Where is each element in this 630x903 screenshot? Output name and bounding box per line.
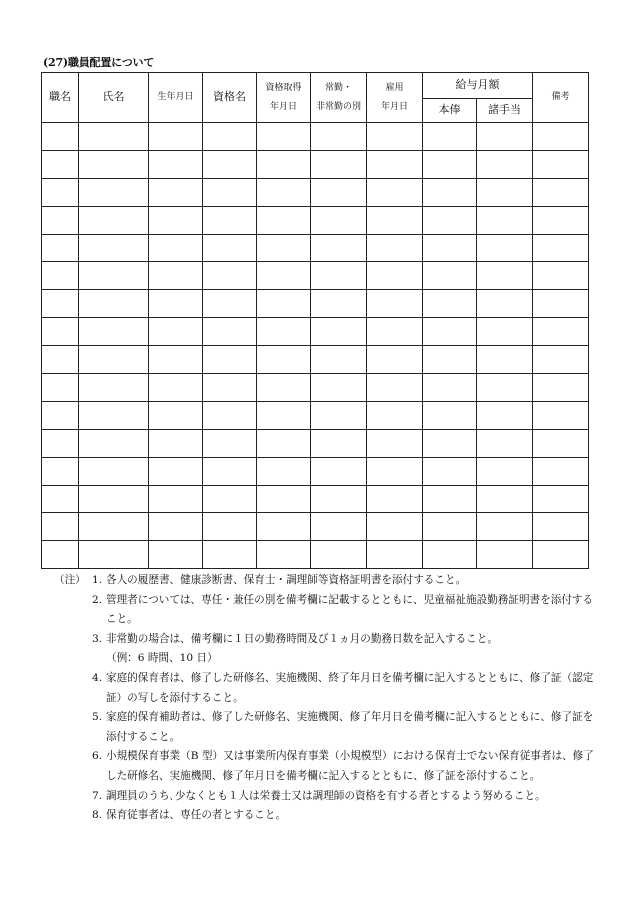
cell-qualification[interactable] bbox=[203, 318, 257, 346]
cell-employment-type[interactable] bbox=[311, 178, 367, 206]
table-row bbox=[42, 457, 589, 485]
cell-name[interactable] bbox=[79, 374, 149, 402]
note-number: 6. bbox=[92, 750, 103, 763]
cell-employment-type[interactable] bbox=[311, 541, 367, 569]
cell-employment-type[interactable] bbox=[311, 262, 367, 290]
note-text: 非常勤の場合は、備考欄に１日の勤務時間及び１ヵ月の勤務日数を記入すること。 bbox=[106, 632, 498, 645]
table-row bbox=[42, 150, 589, 178]
table-row bbox=[42, 429, 589, 457]
note-text: 調理員のうち､少なくとも１人は栄養士又は調理師の資格を有する者とするよう努めること。 bbox=[106, 789, 546, 802]
cell-qualification-date[interactable] bbox=[257, 346, 311, 374]
cell-employment-type[interactable] bbox=[311, 318, 367, 346]
note-number: 5. bbox=[92, 711, 103, 724]
cell-allowances[interactable] bbox=[477, 206, 533, 234]
note-number: 1. bbox=[92, 574, 103, 586]
cell-employment-type[interactable] bbox=[311, 290, 367, 318]
cell-qualification-date[interactable] bbox=[257, 150, 311, 178]
note-item bbox=[54, 747, 594, 786]
cell-base-salary[interactable] bbox=[423, 485, 477, 513]
note-number: 7. bbox=[92, 789, 103, 802]
cell-birthdate[interactable] bbox=[149, 513, 203, 541]
cell-name[interactable] bbox=[79, 262, 149, 290]
header-allowances: 諸手当 bbox=[477, 99, 533, 123]
cell-position[interactable] bbox=[42, 318, 79, 346]
cell-name[interactable] bbox=[79, 513, 149, 541]
header-name: 氏名 bbox=[79, 73, 149, 123]
cell-allowances[interactable] bbox=[477, 123, 533, 151]
cell-allowances[interactable] bbox=[477, 485, 533, 513]
note-text: 家庭的保育者は、修了した研修名、実施機関、終了年月日を備考欄に記入するとともに、修了証（認定証）の写しを添付すること。 bbox=[106, 671, 594, 704]
cell-employment-type[interactable] bbox=[311, 346, 367, 374]
cell-qualification[interactable] bbox=[203, 178, 257, 206]
header-birthdate: 生年月日 bbox=[149, 73, 203, 123]
header-hire-date-line2: 年月日 bbox=[380, 101, 408, 112]
header-employment-type-line1: 常勤・ bbox=[324, 83, 352, 94]
cell-remarks[interactable] bbox=[533, 262, 589, 290]
cell-hire-date[interactable] bbox=[367, 429, 423, 457]
note-text: 保育従事者は、専任の者とすること。 bbox=[106, 809, 287, 822]
cell-remarks[interactable] bbox=[533, 374, 589, 402]
cell-allowances[interactable] bbox=[477, 374, 533, 402]
cell-employment-type[interactable] bbox=[311, 429, 367, 457]
cell-name[interactable] bbox=[79, 290, 149, 318]
cell-qualification-date[interactable] bbox=[257, 457, 311, 485]
cell-qualification-date[interactable] bbox=[257, 318, 311, 346]
cell-name[interactable] bbox=[79, 541, 149, 569]
cell-remarks[interactable] bbox=[533, 234, 589, 262]
cell-qualification-date[interactable] bbox=[257, 513, 311, 541]
cell-base-salary[interactable] bbox=[423, 318, 477, 346]
section-title: (27)職員配置について bbox=[43, 56, 155, 69]
cell-qualification-date[interactable] bbox=[257, 262, 311, 290]
cell-qualification[interactable] bbox=[203, 513, 257, 541]
table-row bbox=[42, 346, 589, 374]
header-qualification-date-line1: 資格取得 bbox=[265, 83, 302, 94]
note-number: 3. bbox=[92, 632, 103, 645]
note-example: （例：6 時間、10 日） bbox=[106, 652, 218, 665]
table-row bbox=[42, 262, 589, 290]
cell-position[interactable] bbox=[42, 429, 79, 457]
cell-qualification[interactable] bbox=[203, 123, 257, 151]
cell-allowances[interactable] bbox=[477, 401, 533, 429]
cell-allowances[interactable] bbox=[477, 178, 533, 206]
cell-birthdate[interactable] bbox=[149, 541, 203, 569]
notes-label: （注） bbox=[54, 574, 86, 586]
cell-birthdate[interactable] bbox=[149, 178, 203, 206]
cell-qualification[interactable] bbox=[203, 150, 257, 178]
cell-employment-type[interactable] bbox=[311, 513, 367, 541]
cell-base-salary[interactable] bbox=[423, 346, 477, 374]
cell-position[interactable] bbox=[42, 123, 79, 151]
note-item bbox=[54, 708, 594, 747]
cell-base-salary[interactable] bbox=[423, 150, 477, 178]
cell-remarks[interactable] bbox=[533, 457, 589, 485]
cell-base-salary[interactable] bbox=[423, 513, 477, 541]
table-row bbox=[42, 374, 589, 402]
cell-hire-date[interactable] bbox=[367, 123, 423, 151]
note-text: 管理者については、専任・兼任の別を備考欄に記載するとともに、児童福祉施設勤務証明書を添付すること。 bbox=[106, 593, 594, 626]
cell-name[interactable] bbox=[79, 429, 149, 457]
cell-employment-type[interactable] bbox=[311, 401, 367, 429]
cell-position[interactable] bbox=[42, 262, 79, 290]
header-qualification-date-line2: 年月日 bbox=[269, 101, 297, 112]
cell-birthdate[interactable] bbox=[149, 123, 203, 151]
cell-name[interactable] bbox=[79, 234, 149, 262]
cell-name[interactable] bbox=[79, 123, 149, 151]
cell-base-salary[interactable] bbox=[423, 178, 477, 206]
table-row bbox=[42, 206, 589, 234]
cell-qualification[interactable] bbox=[203, 290, 257, 318]
cell-qualification-date[interactable] bbox=[257, 123, 311, 151]
cell-hire-date[interactable] bbox=[367, 206, 423, 234]
cell-employment-type[interactable] bbox=[311, 485, 367, 513]
cell-birthdate[interactable] bbox=[149, 318, 203, 346]
cell-remarks[interactable] bbox=[533, 318, 589, 346]
cell-hire-date[interactable] bbox=[367, 150, 423, 178]
cell-position[interactable] bbox=[42, 178, 79, 206]
cell-qualification-date[interactable] bbox=[257, 401, 311, 429]
table-row bbox=[42, 485, 589, 513]
cell-qualification-date[interactable] bbox=[257, 541, 311, 569]
cell-employment-type[interactable] bbox=[311, 234, 367, 262]
cell-base-salary[interactable] bbox=[423, 123, 477, 151]
note-item bbox=[54, 806, 594, 826]
cell-hire-date[interactable] bbox=[367, 234, 423, 262]
cell-allowances[interactable] bbox=[477, 318, 533, 346]
cell-birthdate[interactable] bbox=[149, 290, 203, 318]
cell-remarks[interactable] bbox=[533, 346, 589, 374]
cell-remarks[interactable] bbox=[533, 290, 589, 318]
cell-allowances[interactable] bbox=[477, 234, 533, 262]
cell-base-salary[interactable] bbox=[423, 401, 477, 429]
cell-base-salary[interactable] bbox=[423, 457, 477, 485]
cell-employment-type[interactable] bbox=[311, 374, 367, 402]
cell-hire-date[interactable] bbox=[367, 290, 423, 318]
table-row bbox=[42, 123, 589, 151]
cell-qualification[interactable] bbox=[203, 429, 257, 457]
cell-hire-date[interactable] bbox=[367, 178, 423, 206]
header-remarks: 備考 bbox=[533, 73, 589, 123]
cell-name[interactable] bbox=[79, 178, 149, 206]
cell-qualification[interactable] bbox=[203, 262, 257, 290]
staff-table-body bbox=[42, 123, 589, 569]
note-item bbox=[54, 630, 594, 669]
cell-name[interactable] bbox=[79, 150, 149, 178]
cell-name[interactable] bbox=[79, 318, 149, 346]
cell-hire-date[interactable] bbox=[367, 262, 423, 290]
cell-qualification-date[interactable] bbox=[257, 178, 311, 206]
cell-hire-date[interactable] bbox=[367, 513, 423, 541]
note-number: 8. bbox=[92, 809, 103, 822]
header-position: 職名 bbox=[42, 73, 79, 123]
cell-position[interactable] bbox=[42, 206, 79, 234]
table-row bbox=[42, 401, 589, 429]
cell-hire-date[interactable] bbox=[367, 457, 423, 485]
cell-name[interactable] bbox=[79, 485, 149, 513]
cell-base-salary[interactable] bbox=[423, 374, 477, 402]
table-row bbox=[42, 541, 589, 569]
cell-base-salary[interactable] bbox=[423, 206, 477, 234]
cell-name[interactable] bbox=[79, 206, 149, 234]
cell-hire-date[interactable] bbox=[367, 485, 423, 513]
cell-base-salary[interactable] bbox=[423, 234, 477, 262]
note-item bbox=[54, 787, 594, 807]
cell-birthdate[interactable] bbox=[149, 429, 203, 457]
cell-name[interactable] bbox=[79, 346, 149, 374]
cell-qualification[interactable] bbox=[203, 541, 257, 569]
cell-position[interactable] bbox=[42, 485, 79, 513]
cell-base-salary[interactable] bbox=[423, 290, 477, 318]
cell-remarks[interactable] bbox=[533, 541, 589, 569]
cell-remarks[interactable] bbox=[533, 429, 589, 457]
header-hire-date bbox=[367, 73, 423, 123]
cell-position[interactable] bbox=[42, 290, 79, 318]
cell-birthdate[interactable] bbox=[149, 401, 203, 429]
note-number: 2. bbox=[92, 593, 103, 606]
cell-qualification[interactable] bbox=[203, 206, 257, 234]
cell-qualification-date[interactable] bbox=[257, 290, 311, 318]
cell-qualification[interactable] bbox=[203, 346, 257, 374]
cell-qualification[interactable] bbox=[203, 374, 257, 402]
header-hire-date-line1: 雇用 bbox=[385, 83, 404, 94]
note-text: 家庭的保育補助者は、修了した研修名、実施機関、修了年月日を備考欄に記入するとともに、修了証を添付すること。 bbox=[106, 711, 594, 743]
cell-allowances[interactable] bbox=[477, 290, 533, 318]
cell-position[interactable] bbox=[42, 234, 79, 262]
cell-birthdate[interactable] bbox=[149, 485, 203, 513]
cell-employment-type[interactable] bbox=[311, 206, 367, 234]
cell-qualification[interactable] bbox=[203, 401, 257, 429]
cell-position[interactable] bbox=[42, 374, 79, 402]
header-employment-type bbox=[311, 73, 367, 123]
cell-birthdate[interactable] bbox=[149, 374, 203, 402]
note-item bbox=[54, 669, 594, 708]
cell-remarks[interactable] bbox=[533, 206, 589, 234]
cell-birthdate[interactable] bbox=[149, 457, 203, 485]
table-row bbox=[42, 178, 589, 206]
cell-employment-type[interactable] bbox=[311, 457, 367, 485]
cell-position[interactable] bbox=[42, 457, 79, 485]
cell-position[interactable] bbox=[42, 513, 79, 541]
cell-qualification-date[interactable] bbox=[257, 429, 311, 457]
note-number: 4. bbox=[92, 671, 103, 684]
cell-position[interactable] bbox=[42, 401, 79, 429]
cell-hire-date[interactable] bbox=[367, 346, 423, 374]
cell-base-salary[interactable] bbox=[423, 541, 477, 569]
cell-hire-date[interactable] bbox=[367, 401, 423, 429]
cell-position[interactable] bbox=[42, 346, 79, 374]
cell-allowances[interactable] bbox=[477, 429, 533, 457]
table-row bbox=[42, 234, 589, 262]
cell-name[interactable] bbox=[79, 401, 149, 429]
note-item bbox=[54, 591, 594, 630]
cell-qualification[interactable] bbox=[203, 457, 257, 485]
cell-allowances[interactable] bbox=[477, 262, 533, 290]
cell-allowances[interactable] bbox=[477, 150, 533, 178]
cell-allowances[interactable] bbox=[477, 541, 533, 569]
cell-qualification[interactable] bbox=[203, 234, 257, 262]
cell-birthdate[interactable] bbox=[149, 346, 203, 374]
note-text: 各人の履歴書、健康診断書、保育士・調理師等資格証明書を添付すること。 bbox=[106, 574, 467, 586]
header-employment-type-line2: 非常勤の別 bbox=[315, 101, 361, 112]
staff-table bbox=[41, 72, 589, 569]
cell-allowances[interactable] bbox=[477, 346, 533, 374]
cell-allowances[interactable] bbox=[477, 457, 533, 485]
notes-section bbox=[54, 571, 594, 826]
table-row bbox=[42, 318, 589, 346]
cell-qualification[interactable] bbox=[203, 485, 257, 513]
cell-base-salary[interactable] bbox=[423, 262, 477, 290]
cell-hire-date[interactable] bbox=[367, 318, 423, 346]
cell-qualification-date[interactable] bbox=[257, 206, 311, 234]
cell-hire-date[interactable] bbox=[367, 374, 423, 402]
cell-remarks[interactable] bbox=[533, 150, 589, 178]
header-base-salary: 本俸 bbox=[423, 99, 477, 123]
cell-remarks[interactable] bbox=[533, 178, 589, 206]
cell-birthdate[interactable] bbox=[149, 150, 203, 178]
cell-remarks[interactable] bbox=[533, 485, 589, 513]
cell-employment-type[interactable] bbox=[311, 150, 367, 178]
note-item bbox=[54, 571, 594, 591]
cell-qualification-date[interactable] bbox=[257, 234, 311, 262]
cell-allowances[interactable] bbox=[477, 513, 533, 541]
header-qualification-date bbox=[257, 73, 311, 123]
table-row bbox=[42, 513, 589, 541]
cell-position[interactable] bbox=[42, 150, 79, 178]
header-monthly-salary: 給与月額 bbox=[423, 73, 533, 99]
cell-qualification-date[interactable] bbox=[257, 485, 311, 513]
cell-base-salary[interactable] bbox=[423, 429, 477, 457]
cell-birthdate[interactable] bbox=[149, 206, 203, 234]
cell-birthdate[interactable] bbox=[149, 262, 203, 290]
cell-remarks[interactable] bbox=[533, 513, 589, 541]
cell-remarks[interactable] bbox=[533, 401, 589, 429]
note-text: 小規模保育事業（B 型）又は事業所内保育事業（小規模型）における保育士でない保育従事者は、修了した研修名、実施機関、修了年月日を備考欄に記入するとともに、修了証を添付すること。 bbox=[106, 750, 594, 782]
table-row bbox=[42, 290, 589, 318]
cell-hire-date[interactable] bbox=[367, 541, 423, 569]
cell-employment-type[interactable] bbox=[311, 123, 367, 151]
cell-qualification-date[interactable] bbox=[257, 374, 311, 402]
cell-name[interactable] bbox=[79, 457, 149, 485]
cell-remarks[interactable] bbox=[533, 123, 589, 151]
cell-birthdate[interactable] bbox=[149, 234, 203, 262]
header-qualification: 資格名 bbox=[203, 73, 257, 123]
cell-position[interactable] bbox=[42, 541, 79, 569]
